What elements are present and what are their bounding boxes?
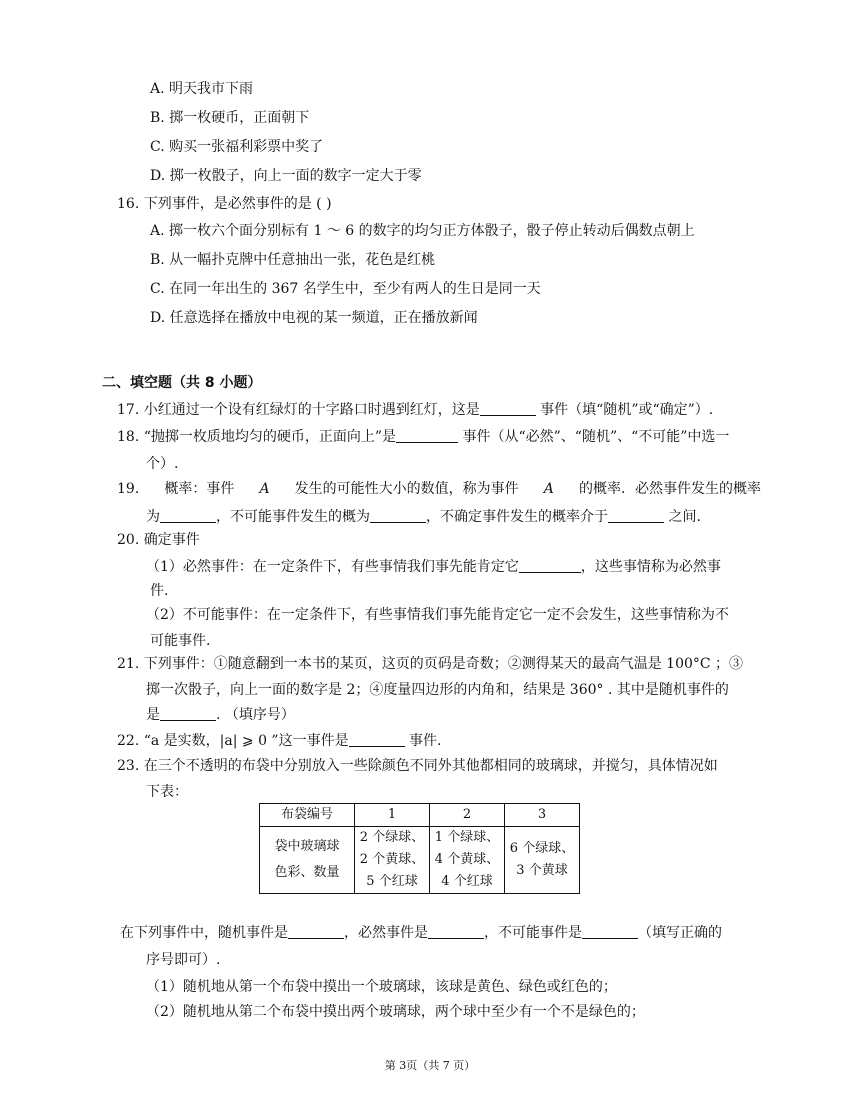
q21-text: 是 bbox=[146, 707, 160, 723]
bag-table bbox=[259, 803, 580, 894]
q19-text: 为 bbox=[146, 509, 160, 525]
q21-text: . （填序号） bbox=[216, 707, 295, 723]
q17-text-end: 事件（填“随机”或“确定”）. bbox=[535, 402, 714, 418]
q22-blank[interactable] bbox=[349, 732, 405, 747]
q15-option-c: C. 购买一张福利彩票中奖了 bbox=[150, 139, 324, 155]
row-label: 袋中玻璃球 bbox=[274, 839, 340, 854]
q15-option-a: A. 明天我市下雨 bbox=[150, 81, 254, 97]
q16-option-a: A. 掷一枚六个面分别标有 1 ～ 6 的数字的均匀正方体骰子，骰子停止转动后偶数点朝上 bbox=[150, 223, 695, 239]
q19-text: ，不可能事件发生的概为 bbox=[216, 509, 370, 525]
q18-cont: 个）. bbox=[146, 456, 179, 472]
q18-text: 18. “抛掷一枚质地均匀的硬币，正面向上”是 bbox=[117, 429, 397, 445]
q23-after bbox=[120, 923, 722, 943]
q16-option-c: C. 在同一年出生的 367 名学生中，至少有两人的生日是同一天 bbox=[150, 281, 541, 297]
table-header-cell: 3 bbox=[505, 804, 580, 827]
cell-text: 2 个黄球、 bbox=[359, 852, 425, 867]
q23-blank-3[interactable] bbox=[582, 924, 638, 939]
q23-text: 在下列事件中，随机事件是 bbox=[120, 925, 288, 941]
table-cell bbox=[355, 827, 430, 894]
q19-text: 发生的可能性大小的数值，称为事件 bbox=[294, 481, 519, 497]
q19-var: A bbox=[259, 481, 270, 497]
q23-item-2: （2）随机地从第二个布袋中摸出两个玻璃球，两个球中至少有一个不是绿色的； bbox=[146, 1004, 645, 1020]
section-title: 二、填空题（共 8 小题） bbox=[102, 375, 262, 391]
q23-blank-1[interactable] bbox=[288, 924, 344, 939]
q16-option-d: D. 任意选择在播放中电视的某一频道，正在播放新闻 bbox=[150, 310, 478, 326]
table-row bbox=[260, 827, 580, 894]
cell-text: 4 个红球 bbox=[441, 874, 493, 889]
q19-blank-3[interactable] bbox=[608, 508, 664, 523]
q19-var: A bbox=[543, 481, 554, 497]
q23-after-cont: 序号即可）. bbox=[146, 952, 221, 968]
q15-option-b: B. 掷一枚硬币，正面朝下 bbox=[150, 110, 310, 126]
q23-blank-2[interactable] bbox=[428, 924, 484, 939]
q23-text: （填写正确的 bbox=[638, 925, 722, 941]
q20-p1-cont: 件. bbox=[150, 583, 169, 599]
page-footer: 第 3页（共 7 页） bbox=[384, 1059, 476, 1072]
q23-item-1: （1）随机地从第一个布袋中摸出一个玻璃球，该球是黄色、绿色或红色的； bbox=[146, 979, 617, 995]
q23-line2: 下表： bbox=[146, 784, 188, 800]
q19-blank-1[interactable] bbox=[160, 508, 216, 523]
q21-line1: 21. 下列事件：①随意翻到一本书的某页，这页的页码是奇数；②测得某天的最高气温是 100°C ；③ bbox=[117, 656, 744, 672]
q16-option-b: B. 从一幅扑克牌中任意抽出一张，花色是红桃 bbox=[150, 252, 436, 268]
table-header-cell: 布袋编号 bbox=[260, 804, 355, 827]
q17-text: 17. 小红通过一个设有红绿灯的十字路口时遇到红灯，这是 bbox=[117, 402, 480, 418]
q17-blank[interactable] bbox=[480, 401, 536, 416]
q20-p2: （2）不可能事件：在一定条件下，有些事情我们事先能肯定它一定不会发生，这些事情称为不 bbox=[146, 607, 729, 623]
q19-text: ，不确定事件发生的概率介于 bbox=[426, 509, 608, 525]
cell-text: 3 个黄球 bbox=[516, 863, 568, 878]
q23-text: ，必然事件是 bbox=[344, 925, 428, 941]
q17 bbox=[117, 400, 713, 420]
q19-text: 之间. bbox=[664, 509, 701, 525]
q23-line1: 23. 在三个不透明的布袋中分别放入一些除颜色不同外其他都相同的玻璃球，并搅匀，具体情况如 bbox=[117, 758, 718, 774]
q15-option-d: D. 掷一枚骰子，向上一面的数字一定大于零 bbox=[150, 168, 422, 184]
table-header-cell: 2 bbox=[430, 804, 505, 827]
q18-blank[interactable] bbox=[396, 428, 458, 443]
q19-line2 bbox=[146, 507, 701, 527]
q22-text: 事件. bbox=[404, 733, 442, 749]
row-label: 色彩、数量 bbox=[274, 865, 340, 880]
q23-text: ，不可能事件是 bbox=[484, 925, 582, 941]
q21-blank[interactable] bbox=[160, 706, 216, 721]
q20-p2-cont: 可能事件. bbox=[150, 633, 211, 649]
q21-line3 bbox=[146, 705, 295, 725]
q20-text: （1）必然事件：在一定条件下，有些事情我们事先能肯定它 bbox=[146, 559, 519, 575]
q19-number: 19. bbox=[117, 481, 140, 497]
cell-text: 2 个绿球、 bbox=[359, 830, 425, 845]
q19-text: 概率：事件 bbox=[164, 481, 235, 497]
table-cell bbox=[430, 827, 505, 894]
q18 bbox=[117, 427, 729, 447]
q19-text: 的概率．必然事件发生的概率 bbox=[578, 481, 761, 497]
q20-blank[interactable] bbox=[519, 558, 581, 573]
q19-blank-2[interactable] bbox=[370, 508, 426, 523]
table-header-cell: 1 bbox=[355, 804, 430, 827]
q19-line1 bbox=[117, 479, 761, 499]
q21-line2: 掷一次骰子，向上一面的数字是 2；④度量四边形的内角和，结果是 360° . 其中是随机事件的 bbox=[146, 682, 729, 698]
table-row bbox=[260, 804, 580, 827]
q20-p1 bbox=[146, 557, 721, 577]
cell-text: 4 个黄球、 bbox=[434, 852, 500, 867]
cell-text: 5 个红球 bbox=[366, 874, 418, 889]
q20-title: 20. 确定事件 bbox=[117, 532, 200, 548]
table-cell bbox=[260, 827, 355, 894]
q16-stem: 16. 下列事件，是必然事件的是 ( ) bbox=[117, 196, 332, 212]
q22-text: 22. “a 是实数，|a| ⩾ 0 ”这一事件是 bbox=[117, 733, 349, 749]
cell-text: 1 个绿球、 bbox=[434, 830, 500, 845]
cell-text: 6 个绿球、 bbox=[509, 841, 575, 856]
q18-text-mid: 事件（从“必然”、“随机”、“不可能”中选一 bbox=[458, 429, 730, 445]
q20-text: ，这些事情称为必然事 bbox=[580, 559, 721, 575]
table-cell bbox=[505, 827, 580, 894]
q22 bbox=[117, 731, 442, 751]
